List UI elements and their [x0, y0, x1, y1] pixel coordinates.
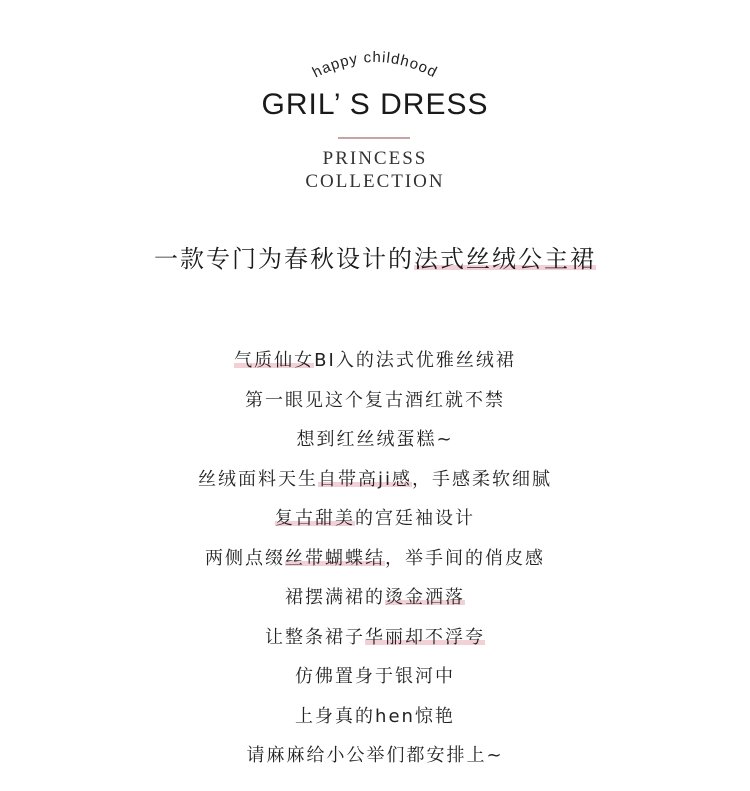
line-text: 上身真的hen惊艳 [295, 705, 455, 727]
subtitle-collection: COLLECTION [305, 171, 445, 192]
description-line [0, 385, 750, 425]
line-text: BI入的法式优雅丝绒裙 [314, 350, 516, 371]
line-text: 仿佛置身于银河中 [295, 666, 455, 687]
description-line [0, 424, 750, 464]
title-divider [338, 137, 410, 139]
line-text: 让整条裙子 [265, 626, 365, 648]
line-text: 想到红丝绒蛋糕~ [296, 429, 454, 450]
description-line [0, 503, 750, 543]
description-line [0, 582, 750, 622]
line-text: ，手感柔软细腻 [412, 468, 552, 490]
headline-plain: 一款专门为春秋设计的 [154, 245, 414, 273]
line-text: 裙摆满裙的 [285, 587, 385, 608]
description-line [0, 740, 750, 780]
description-line [0, 543, 750, 583]
line-text: 丝绒面料天生 [197, 468, 318, 490]
line-highlight: 丝带蝴蝶结 [285, 547, 385, 569]
arc-tagline-text: happy childhood [309, 48, 441, 82]
description-line [0, 345, 750, 385]
line-text: 第一眼见这个复古酒红就不禁 [245, 389, 505, 411]
line-text: ，举手间的俏皮感 [385, 547, 545, 569]
line-text: 两侧点缀 [205, 547, 285, 569]
headline-highlight: 法式丝绒公主裙 [414, 245, 596, 273]
description-line [0, 701, 750, 741]
subtitle-princess: PRINCESS [322, 148, 428, 169]
description-line [0, 661, 750, 701]
svg-text:happy childhood [310, 49, 440, 81]
line-highlight: 华丽却不浮夸 [365, 626, 485, 648]
line-text: 的宫廷袖设计 [355, 508, 475, 529]
description-lines [0, 345, 750, 780]
line-text: 请麻麻给小公举们都安排上~ [246, 745, 504, 766]
description-line [0, 464, 750, 504]
line-highlight: 气质仙女 [234, 350, 315, 371]
headline [0, 239, 750, 274]
line-highlight: 烫金洒落 [385, 587, 465, 608]
line-highlight: 复古甜美 [275, 508, 355, 529]
arc-tagline [0, 40, 750, 90]
page-title: GRIL’ S DRESS [261, 88, 489, 121]
line-highlight: 自带高ji感 [317, 468, 412, 490]
description-line [0, 622, 750, 662]
